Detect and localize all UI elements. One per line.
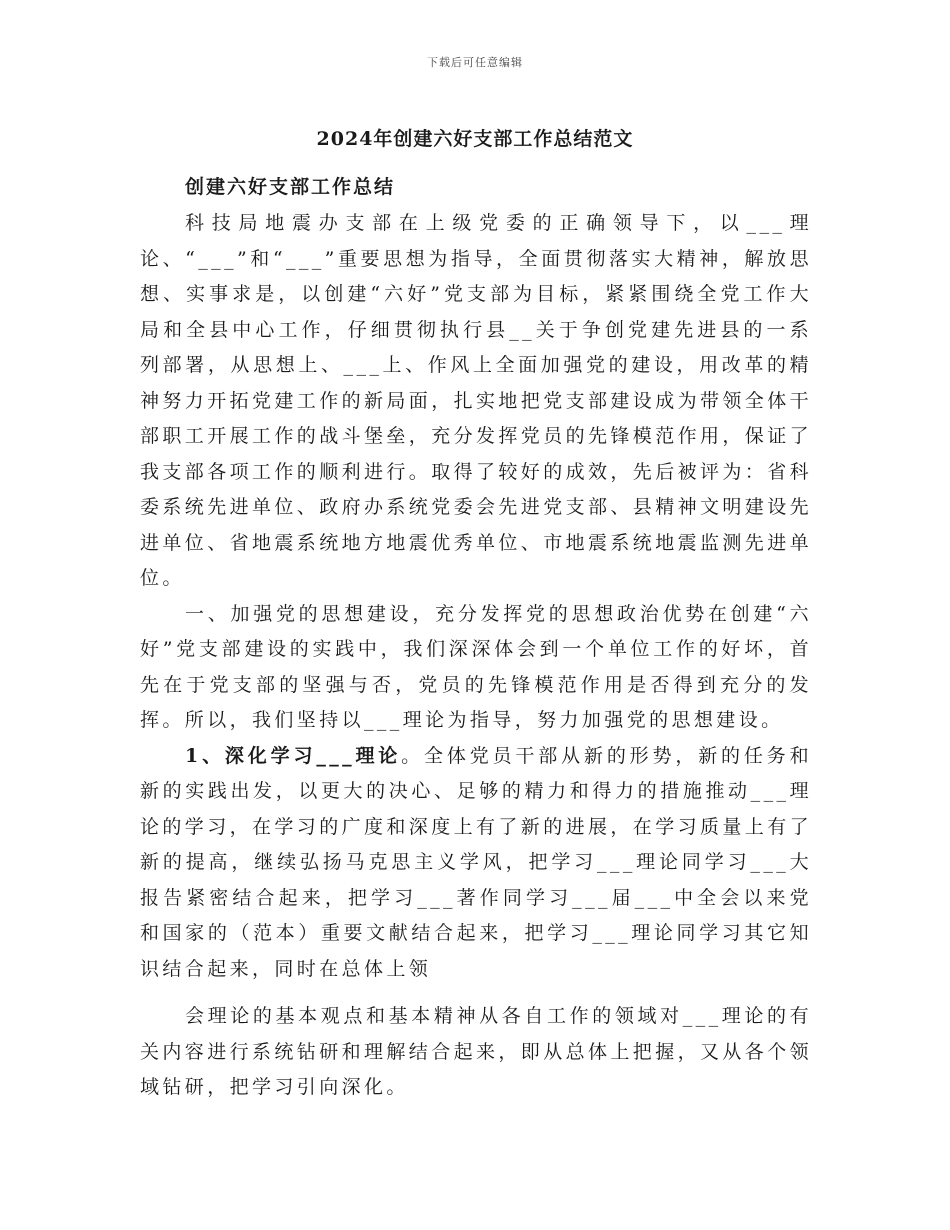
document-body xyxy=(140,168,812,1106)
paragraph-section-one: 一、加强党的思想建设，充分发挥党的思想政治优势在创建“六好”党支部建设的实践中，我们深深体会到一个单位工作的好坏，首先在于党支部的坚强与否，党员的先锋模范作用是否得到充分的发挥。所以，我们坚持以___理论为指导，努力加强党的思想建设。 xyxy=(140,602,812,731)
item-one-lead: 1、深化学习___理论 xyxy=(185,744,402,767)
section-heading: 创建六好支部工作总结 xyxy=(185,176,396,198)
paragraph-intro: 科技局地震办支部在上级党委的正确领导下，以___理论、“___”和“___”重要思想为指导，全面贯彻落实大精神，解放思想、实事求是，以创建“六好”党支部为目标，紧紧围绕全党工作大局和全县中心工作，仔细贯彻执行县__关于争创党建先进县的一系列部署，从思想上、___上、作风上全面加强党的建设，用改革的精神努力开拓党建工作的新局面，扎实地把党支部建设成为带领全体干部职工开展工作的战斗堡垒，充分发挥党员的先锋模范作用，保证了我支部各项工作的顺利进行。取得了较好的成效，先后被评为：省科委系统先进单位、政府办系统党委会先进党支部、县精神文明建设先进单位、省地震系统地方地震优秀单位、市地震系统地震监测先进单位。 xyxy=(140,212,813,589)
document-title: 2024年创建六好支部工作总结范文 xyxy=(316,128,634,150)
paragraph-continuation: 会理论的基本观点和基本精神从各自工作的领域对___理论的有关内容进行系统钻研和理解结合起来，即从总体上把握，又从各个领域钻研，把学习引向深化。 xyxy=(140,1005,813,1098)
paragraph-item-one xyxy=(140,739,812,988)
item-one-text: 。全体党员干部从新的形势，新的任务和新的实践出发，以更大的决心、足够的精力和得力的措施推动___理论的学习，在学习的广度和深度上有了新的进展，在学习质量上有了新的提高，继续弘扬马克思主义学风，把学习___理论同学习___大报告紧密结合起来，把学习___著作同学习___届___中全会以来党和国家的（范本）重要文献结合起来，把学习___理论同学习其它知识结合起来，同时在总体上领 xyxy=(140,744,813,980)
page-header-note: 下载后可任意编辑 xyxy=(427,56,523,69)
